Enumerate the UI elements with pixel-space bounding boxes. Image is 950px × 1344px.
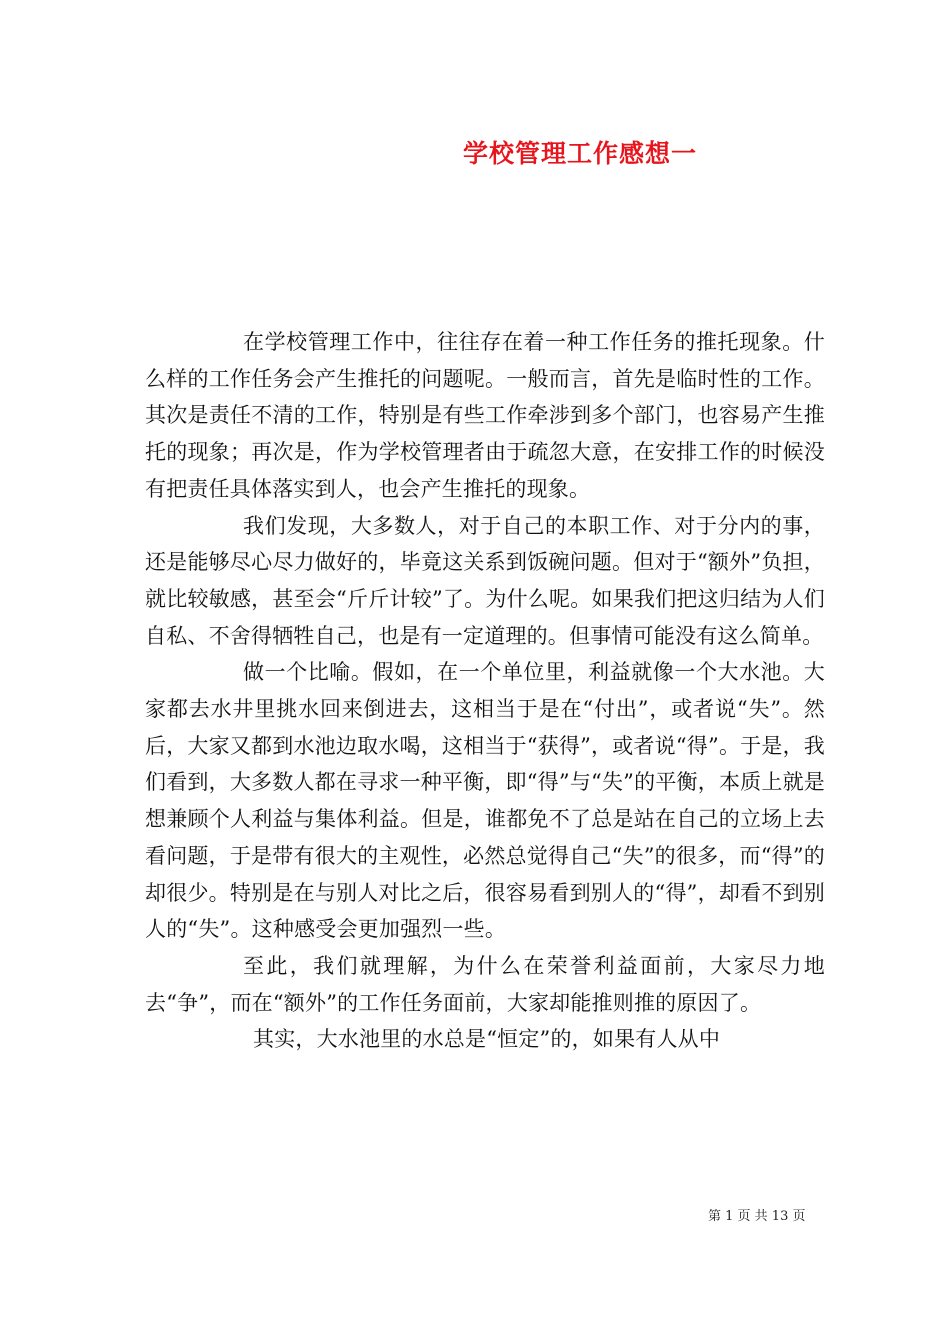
paragraph: 我们发现，大多数人，对于自己的本职工作、对于分内的事，还是能够尽心尽力做好的，毕竟这关系到饭碗问题。但对于“额外”负担，就比较敏感，甚至会“斤斤计较”了。为什么呢。如果我们把这归结为人们自私、不舍得牺牲自己，也是有一定道理的。但事情可能没有这么简单。 xyxy=(145,513,825,648)
document-title: 学校管理工作感想一 xyxy=(462,139,697,168)
paragraph: 其实，大水池里的水总是“恒定”的，如果有人从中 xyxy=(253,1027,721,1052)
page-number-footer: 第 1 页 共 13 页 xyxy=(708,1209,806,1224)
paragraph: 至此，我们就理解，为什么在荣誉利益面前，大家尽力地去“争”，而在“额外”的工作任务面前，大家却能推则推的原因了。 xyxy=(145,953,825,1015)
paragraph: 做一个比喻。假如，在一个单位里，利益就像一个大水池。大家都去水井里挑水回来倒进去，这相当于是在“付出”，或者说“失”。然后，大家又都到水池边取水喝，这相当于“获得”，或者说“得”。于是，我们看到，大多数人都在寻求一种平衡，即“得”与“失”的平衡，本质上就是想兼顾个人利益与集体利益。但是，谁都免不了总是站在自己的立场上去看问题，于是带有很大的主观性，必然总觉得自己“失”的很多，而“得”的却很少。特别是在与别人对比之后，很容易看到别人的“得”，却看不到别人的“失”。这种感受会更加强烈一些。 xyxy=(145,660,825,942)
paragraph: 在学校管理工作中，往往存在着一种工作任务的推托现象。什么样的工作任务会产生推托的问题呢。一般而言，首先是临时性的工作。其次是责任不清的工作，特别是有些工作牵涉到多个部门，也容易产生推托的现象；再次是，作为学校管理者由于疏忽大意，在安排工作的时候没有把责任具体落实到人，也会产生推托的现象。 xyxy=(145,330,825,501)
document-body xyxy=(145,324,825,1058)
